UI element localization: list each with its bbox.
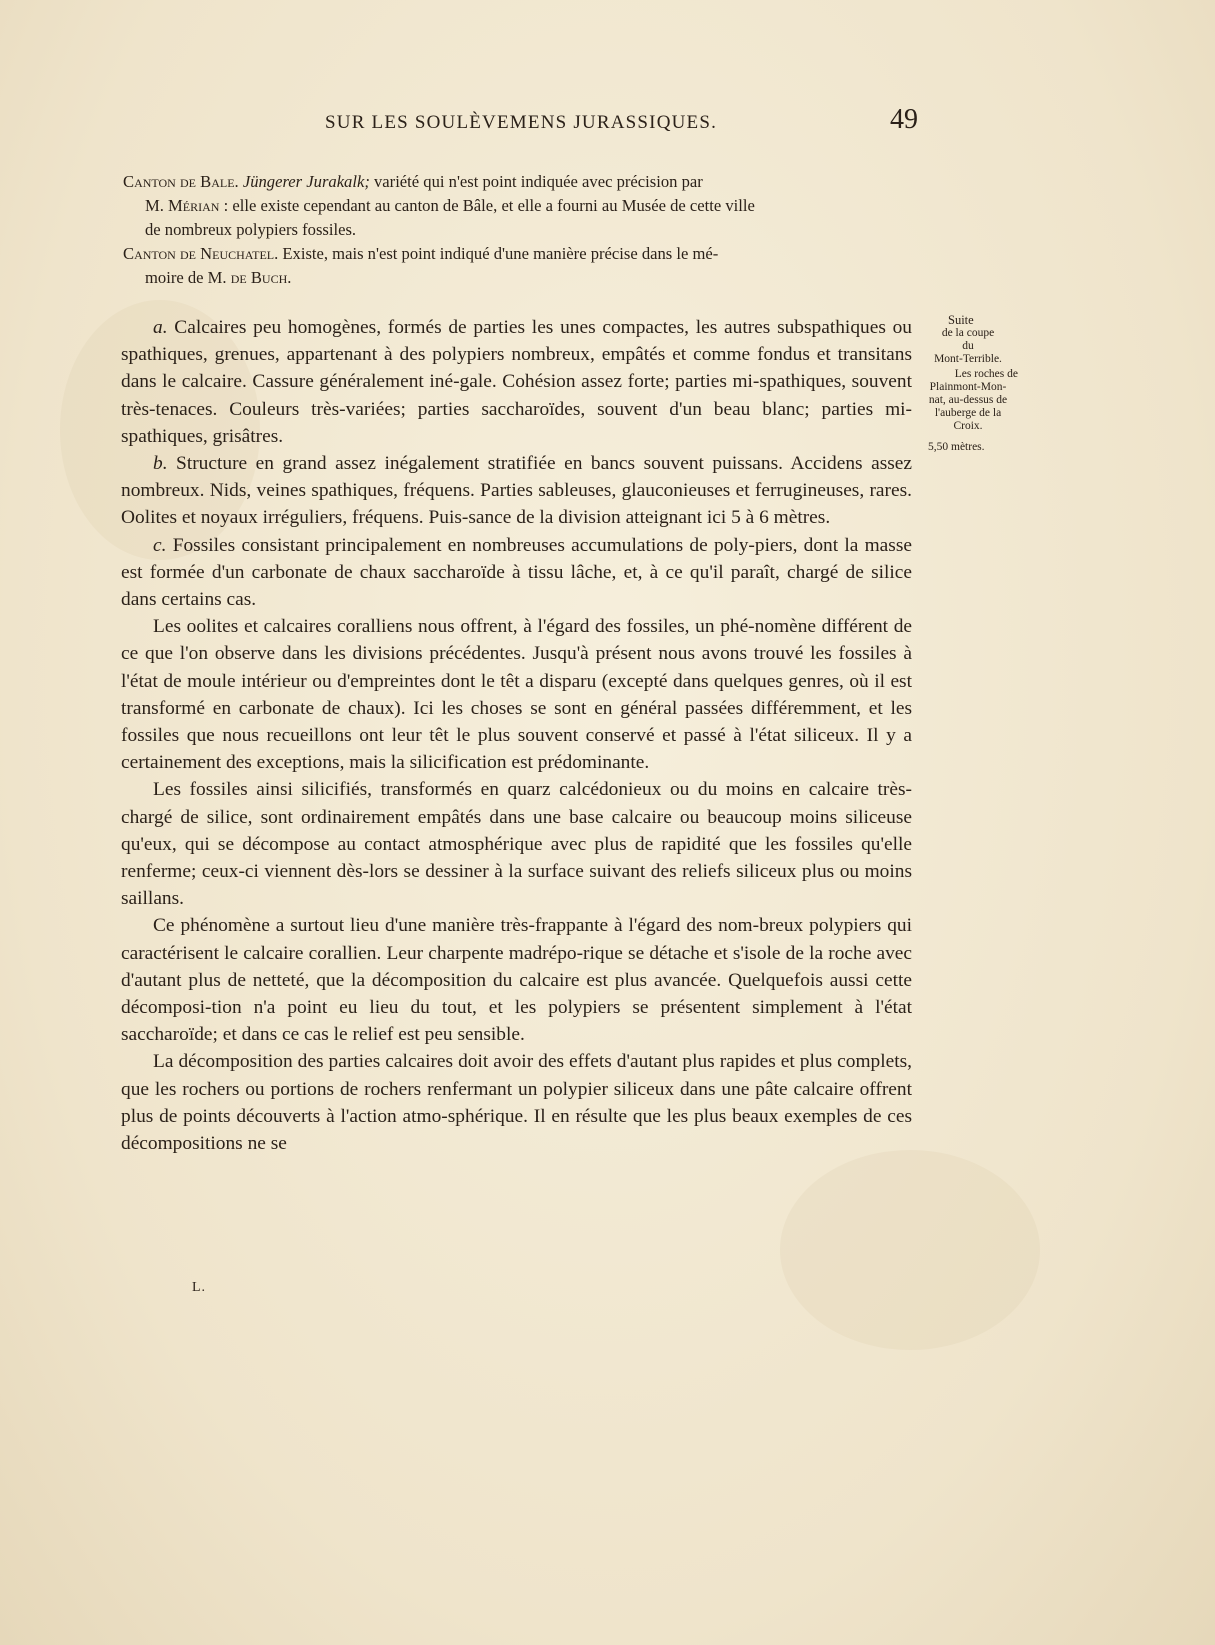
margin-note-line: Plainmont-Mon- — [929, 381, 1007, 393]
margin-note-line: Les roches de — [954, 368, 1018, 380]
margin-note-line: l'auberge de la — [934, 407, 1002, 419]
note-neuchatel-head: Canton de Neuchatel. — [123, 244, 279, 263]
margin-note-line: Mont-Terrible. — [934, 353, 1002, 365]
note-bale-head: Canton de Bale. — [123, 172, 239, 191]
paper-stain — [780, 1150, 1040, 1350]
signature-mark: L. — [192, 1280, 207, 1295]
note-merian-head: M. Mérian — [145, 196, 220, 215]
paragraph-c — [121, 532, 912, 614]
paragraph-b-label: b. — [153, 453, 168, 475]
note-bale-text: variété qui n'est point indiquée avec précision par — [369, 172, 703, 191]
paragraph-a — [121, 314, 912, 450]
paragraph-a-text: Calcaires peu homogènes, formés de parties les unes compactes, les autres subspathiques ou spathiques, grenues, appartenant à des polypiers nombreux, empâtés et comme fondus et transitans dans le calcaire. Cassure généralement iné-gale. Cohésion assez forte; parties mi-spathiques, souvent très-tenaces. Couleurs très-variées; parties saccharoïdes, souvent d'un beau blanc; parties mi-spathiques, grisâtres. — [121, 317, 912, 447]
note-merian-text: : elle existe cependant au canton de Bâle, et elle a fourni au Musée de cette ville — [219, 196, 755, 215]
margin-note-line: de la coupe — [941, 327, 995, 339]
footnotes-block — [123, 170, 923, 290]
note-neuchatel-cont — [123, 266, 923, 290]
note-merian-cont: de nombreux polypiers fossiles. — [145, 220, 357, 239]
margin-note-line: du — [962, 340, 974, 352]
paragraph-g: La décomposition des parties calcaires doit avoir des effets d'autant plus rapides et plus complets, que les rochers ou portions de rochers renfermant un polypier siliceux dans une pâte calcaire offrent plus de points découverts à l'action atmo-sphérique. Il en résulte que les plus beaux exemples de ces décompositions ne se — [121, 1051, 912, 1155]
margin-note-line: Suite — [948, 313, 974, 327]
note-neuchatel-text: Existe, mais n'est point indiqué d'une manière précise dans le mé- — [278, 244, 719, 263]
note-neuchatel-cont-b: de Buch — [230, 268, 288, 287]
paragraph-b — [121, 450, 912, 532]
margin-note-line: Croix. — [953, 420, 983, 432]
note-neuchatel-cont-a: moire de M. — [145, 268, 231, 287]
paragraph-c-label: c. — [153, 534, 167, 556]
running-title: SUR LES SOULÈVEMENS JURASSIQUES. — [325, 112, 718, 133]
margin-note-thickness: 5,50 mètres. — [928, 441, 985, 453]
paragraph-d: Les oolites et calcaires coralliens nous offrent, à l'égard des fossiles, un phé-nomène différent de ce que l'on observe dans les divisions précédentes. Jusqu'à présent nous avons trouvé les fossiles à l'état de moule intérieur ou d'empreintes dont le têt a disparu (excepté dans quelques genres, où il est transformé en carbonate de chaux). Ici les choses se sont en général passées différemment, et les fossiles que nous recueillons ont leur têt le plus souvent conservé et passé à l'état siliceux. Il y a certainement des exceptions, mais la silicification est prédominante. — [121, 616, 912, 774]
main-text — [121, 314, 912, 1157]
note-neuchatel — [123, 242, 923, 266]
page-number: 49 — [890, 104, 918, 135]
paragraph-e: Les fossiles ainsi silicifiés, transformés en quarz calcédonieux ou du moins en calcaire très-chargé de silice, sont ordinairement empâtés dans une base calcaire ou beaucoup moins siliceuse qu'eux, qui se décompose au contact atmosphérique avec plus de rapidité que les fossiles qu'elle renferme; ceux-ci viennent dès-lors se dessiner à la surface suivant des reliefs siliceux plus ou moins saillans. — [121, 779, 912, 910]
paragraph-b-text: Structure en grand assez inégalement stratifiée en bancs souvent puissans. Accidens assez nombreux. Nids, veines spathiques, fréquens. Parties sableuses, glauconieuses et ferrugineuses, rares. Oolites et noyaux irréguliers, fréquens. Puis-sance de la division atteignant ici 5 à 6 mètres. — [121, 453, 912, 529]
note-neuchatel-cont-c: . — [287, 268, 292, 287]
note-bale-name: Jüngerer Jurakalk; — [242, 172, 370, 191]
margin-note — [918, 314, 1018, 454]
note-bale — [123, 170, 923, 194]
note-merian — [123, 194, 923, 218]
paragraph-f: Ce phénomène a surtout lieu d'une manière très-frappante à l'égard des nom-breux polypiers qui caractérisent le calcaire corallien. Leur charpente madrépo-rique se détache et s'isole de la roche avec d'autant plus de netteté, que la décomposition du calcaire est plus avancée. Quelquefois aussi cette décomposi-tion n'a point eu lieu du tout, et les polypiers se présentent simplement à l'état saccharoïde; et dans ce cas le relief est peu sensible. — [121, 915, 912, 1046]
paragraph-c-text: Fossiles consistant principalement en nombreuses accumulations de poly-piers, dont la masse est formée d'un carbonate de chaux saccharoïde à tissu lâche, et, à ce qu'il paraît, chargé de silice dans certains cas. — [121, 534, 912, 611]
page-header — [120, 104, 920, 144]
paragraph-a-label: a. — [153, 317, 168, 338]
margin-note-line: nat, au-dessus de — [928, 394, 1008, 406]
